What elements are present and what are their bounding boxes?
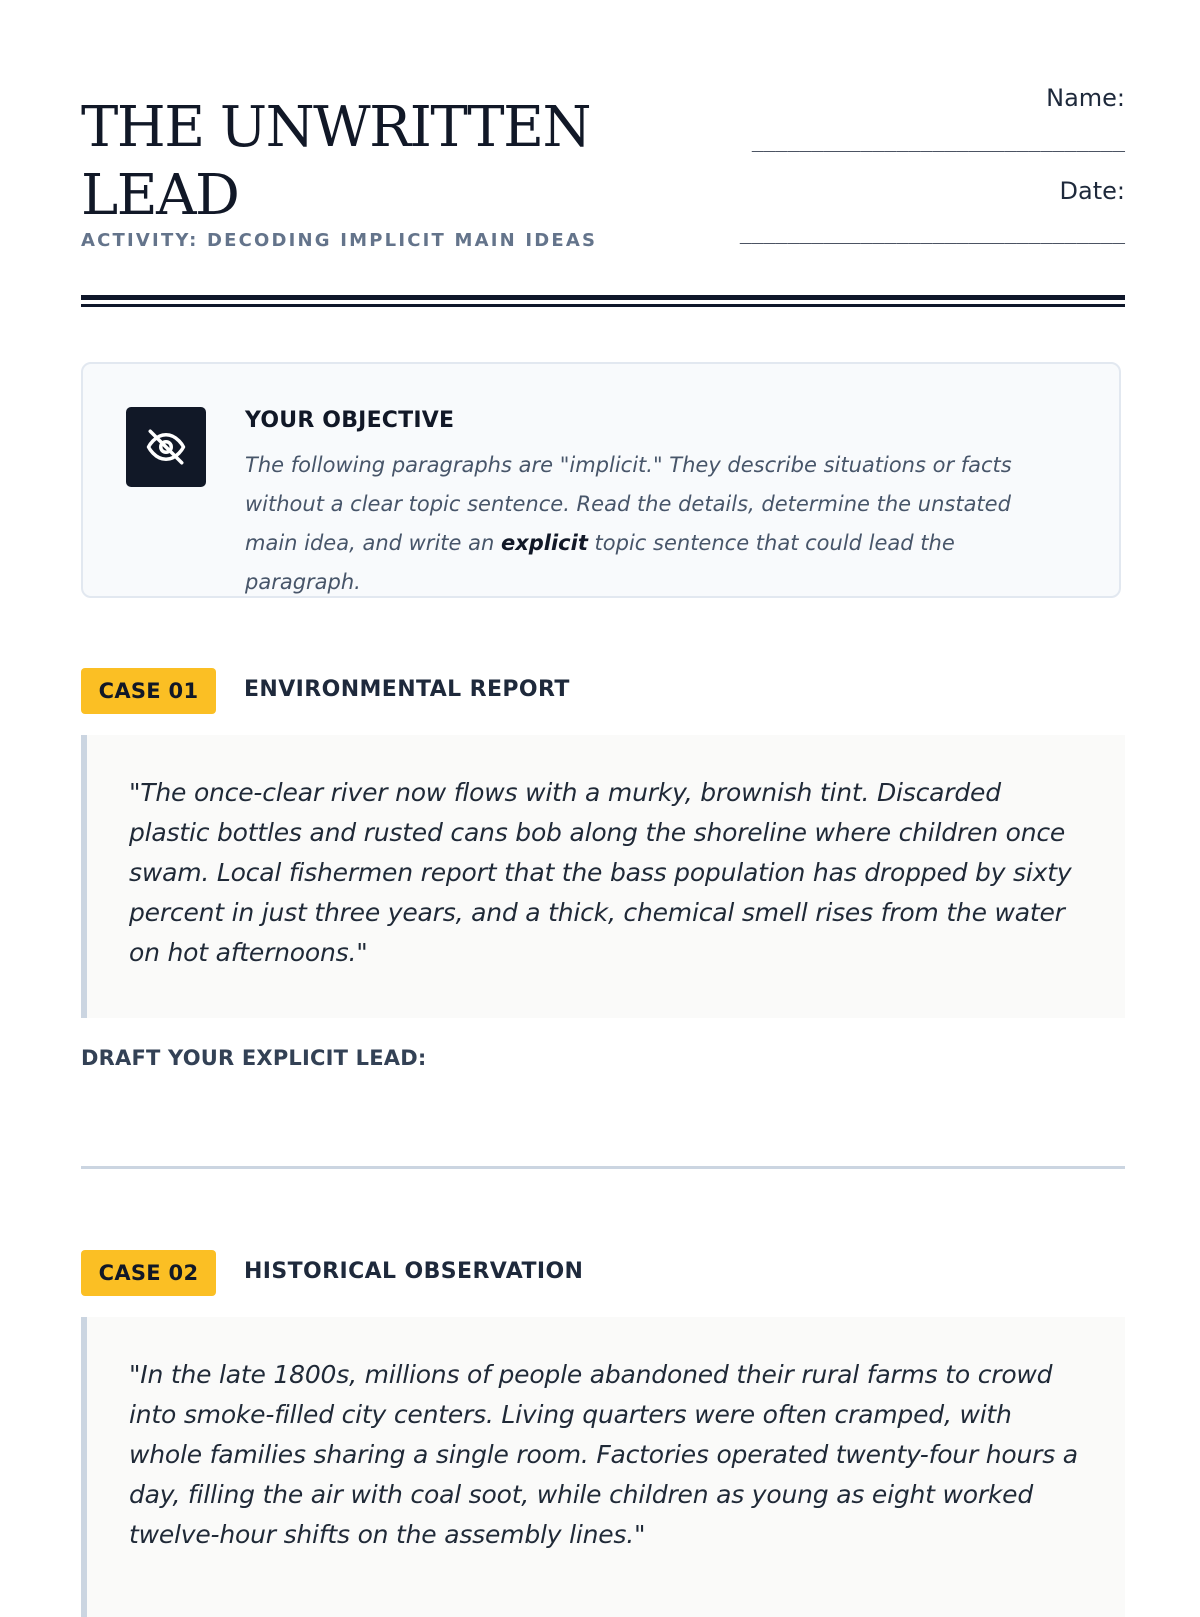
date-blank: ________________________________ — [739, 220, 1125, 244]
case-passage-text: "In the late 1800s, millions of people abandoned their rural farms to crowd into smoke-filled city centers. Living quarters were often cramped, with whole families sharing a single room. Factories operated twenty-four hours a day, filling the air with coal soot, while children as young as eight worked twelve-hour shifts on the assembly lines." — [129, 1360, 1078, 1549]
worksheet-title: THE UNWRITTEN LEAD — [81, 95, 591, 228]
case-title: ENVIRONMENTAL REPORT — [244, 677, 570, 702]
objective-text — [245, 446, 1065, 602]
case-passage-text: "The once-clear river now flows with a murky, brownish tint. Discarded plastic bottles and rusted cans bob along the shoreline where children once swam. Local fishermen report that the bass population has dropped by sixty percent in just three years, and a thick, chemical smell rises from the water on hot afternoons." — [129, 778, 1072, 967]
worksheet-page — [81, 0, 1125, 1600]
case-passage — [81, 1317, 1125, 1617]
objective-box — [81, 362, 1121, 598]
case-title: HISTORICAL OBSERVATION — [244, 1259, 584, 1284]
objective-text-emphasis: explicit — [500, 531, 588, 555]
name-label: Name: — [1046, 84, 1125, 112]
case-badge: CASE 02 — [81, 1250, 216, 1296]
header-rule-thick — [81, 295, 1125, 300]
objective-text-start: The following paragraphs are "implicit." They describe situations or facts without a clear topic sentence. Read the details, determine the unstated main idea, and write an — [245, 453, 1012, 555]
worksheet-subtitle: ACTIVITY: DECODING IMPLICIT MAIN IDEAS — [81, 230, 598, 251]
case-badge: CASE 01 — [81, 668, 216, 714]
date-label: Date: — [1059, 177, 1125, 205]
answer-line[interactable] — [81, 1166, 1125, 1169]
draft-label: DRAFT YOUR EXPLICIT LEAD: — [81, 1046, 427, 1070]
objective-label: YOUR OBJECTIVE — [245, 408, 455, 433]
objective-text-end: topic sentence that could lead the paragraph. — [245, 531, 955, 594]
header-rule-thin — [81, 304, 1125, 307]
name-blank: _______________________________ — [751, 128, 1125, 152]
case-passage — [81, 735, 1125, 1018]
eye-slash-icon — [126, 407, 206, 487]
worksheet-header — [81, 0, 1125, 310]
